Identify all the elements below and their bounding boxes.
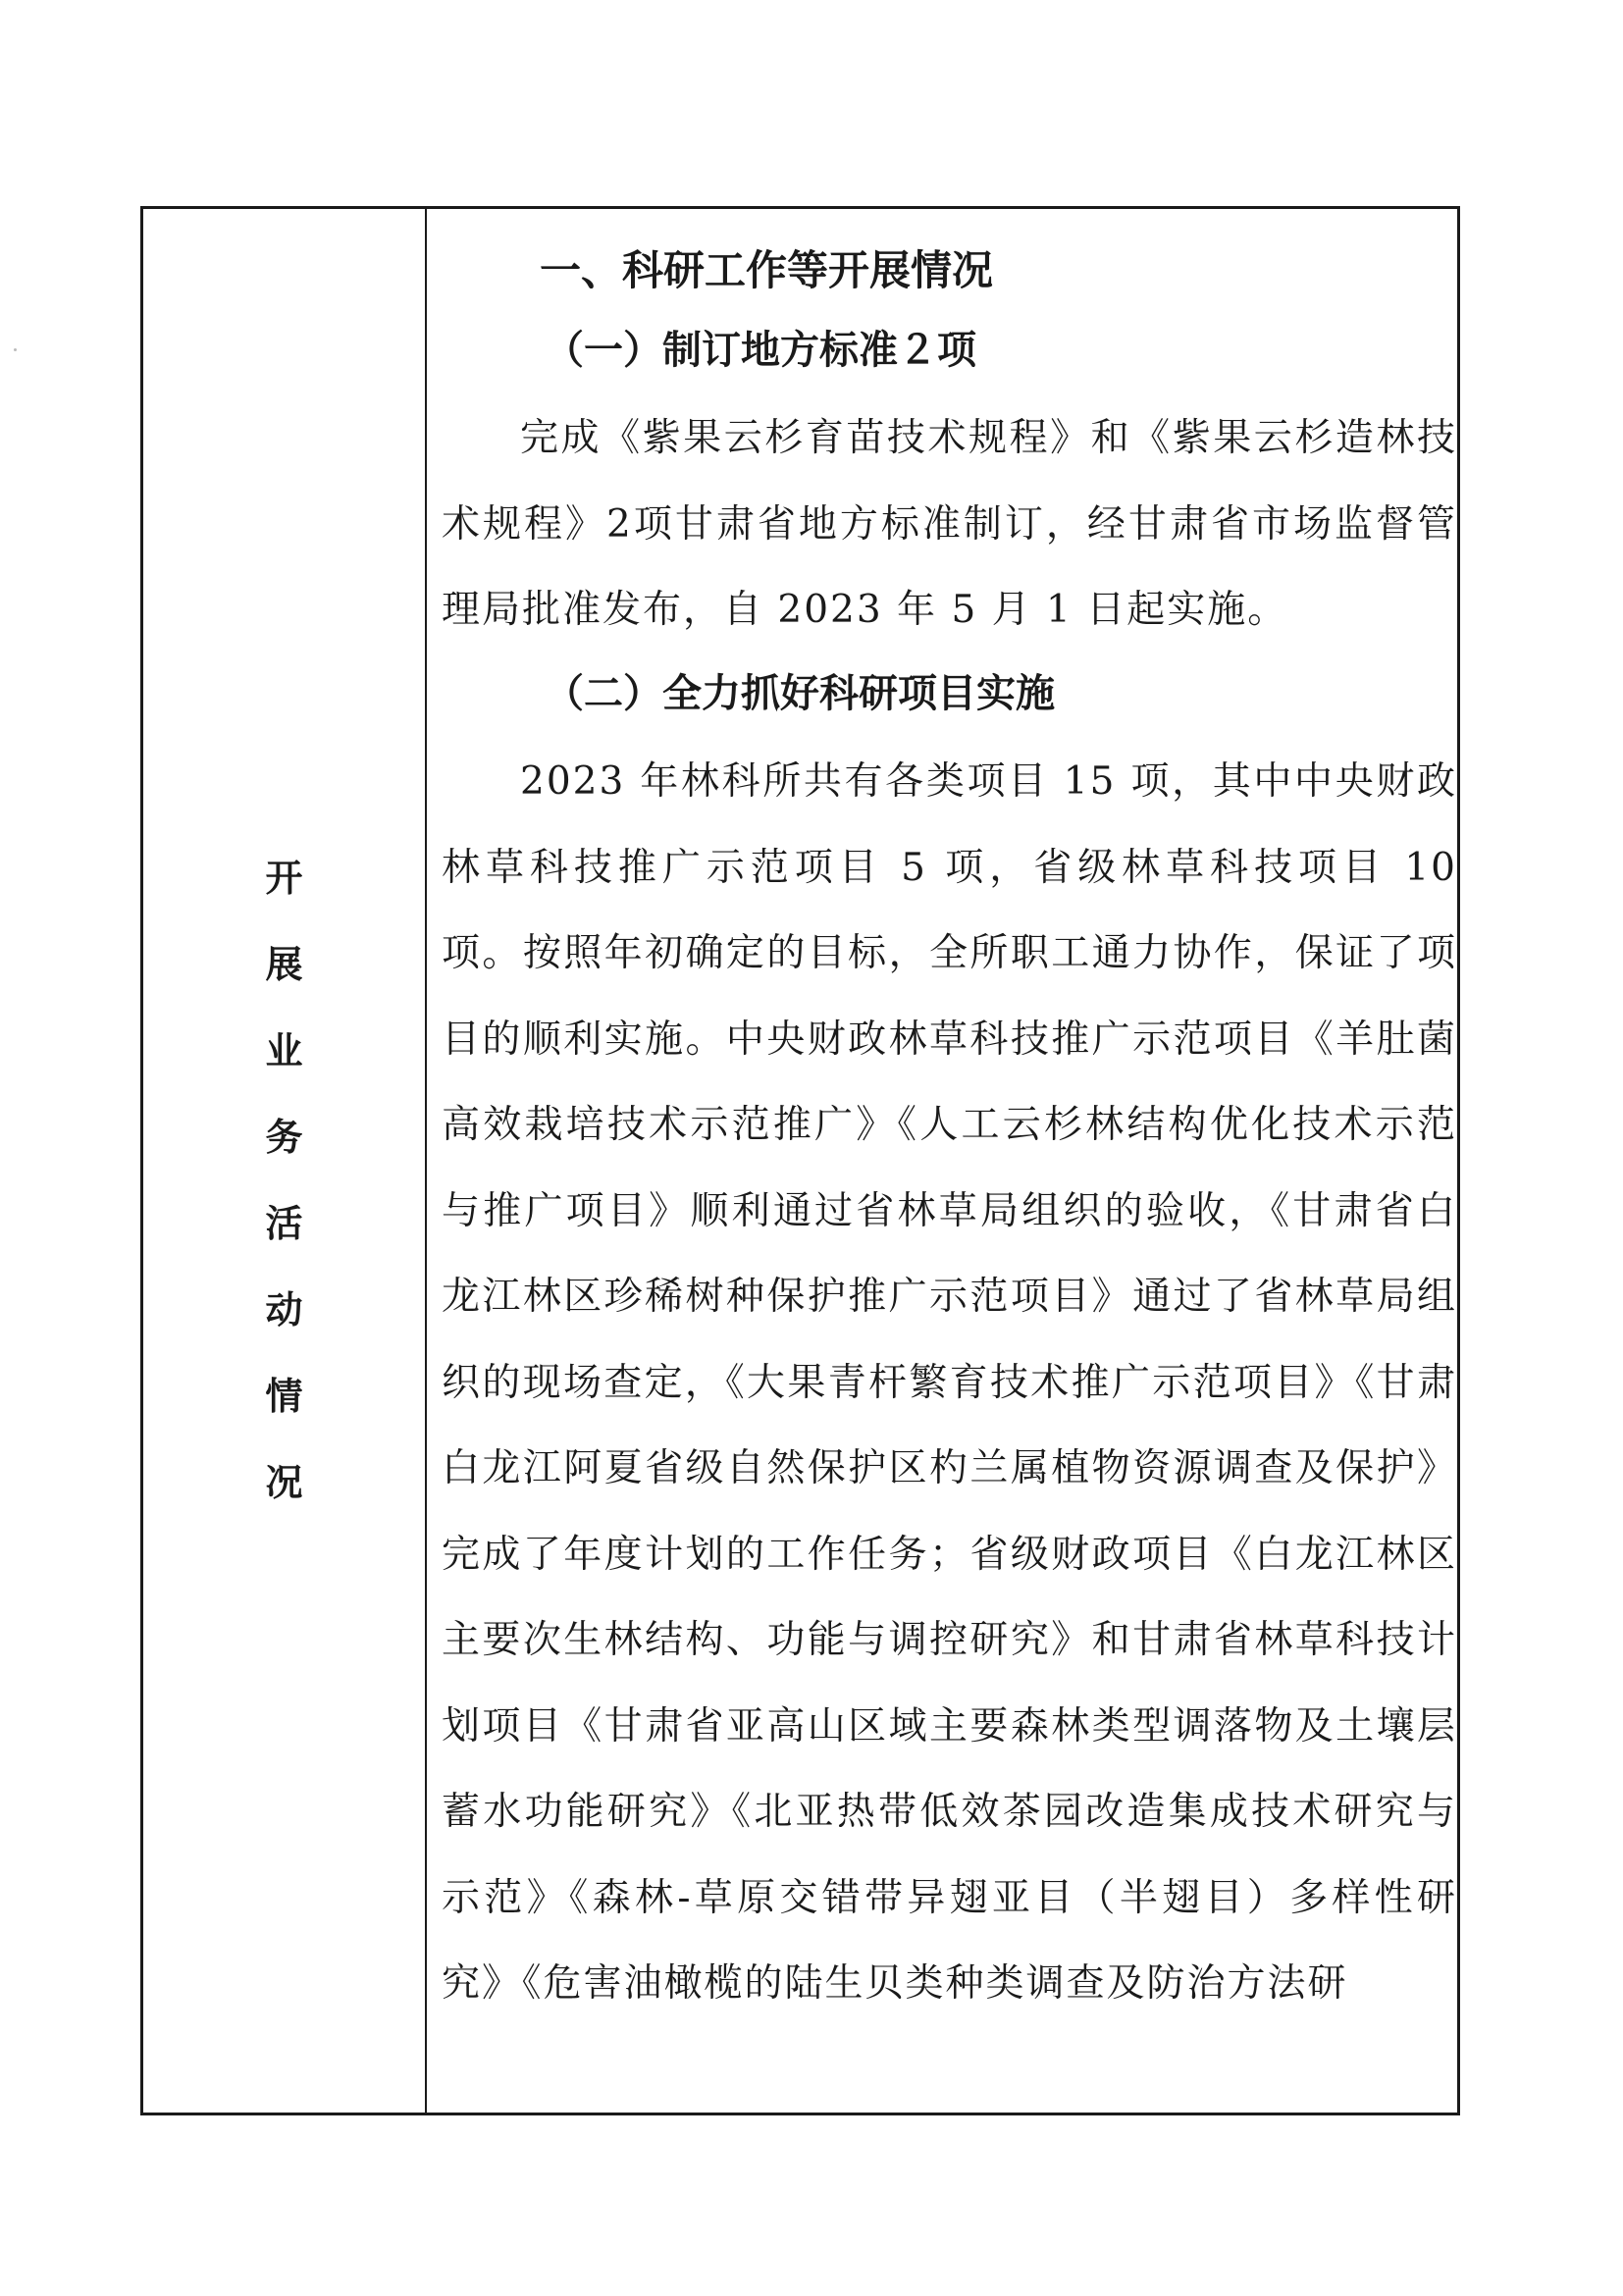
category-label-char: 况 — [265, 1460, 303, 1504]
category-label — [143, 835, 425, 1526]
section-heading: 一、科研工作等开展情况 — [540, 246, 994, 294]
projects-paragraph: 2023 年林科所共有各类项目 15 项，其中中央财政林草科技推广示范项目 5 项，省级林草科技项目 10 项。按照年初确定的目标，全所职工通力协作，保证了项目的顺利实施。中央财政林草科技推广示范项目《羊肚菌高效栽培技术示范推广》《人工云杉林结构优化技术示范与推广项目》顺利通过省林草局组织的验收，《甘肃省白龙江林区珍稀树种保护推广示范项目》通过了省林草局组织的现场查定，《大果青杆繁育技术推广示范项目》《甘肃白龙江阿夏省级自然保护区杓兰属植物资源调查及保护》完成了年度计划的工作任务；省级财政项目《白龙江林区主要次生林结构、功能与调控研究》和甘肃省林草科技计划项目《甘肃省亚高山区域主要森林类型调落物及土壤层蓄水功能研究》《北亚热带低效茶园改造集成技术研究与示范》《森林-草原交错带异翅亚目（半翅目）多样性研究》《危害油橄榄的陆生贝类种类调查及防治方法研 — [442, 759, 1457, 2006]
subsection-title-projects: （二）全力抓好科研项目实施 — [545, 670, 1055, 716]
report-table — [140, 206, 1460, 2115]
category-label-char: 展 — [265, 942, 303, 986]
category-label-char: 务 — [265, 1115, 303, 1159]
subsection-title-standards: （一）制订地方标准２项 — [545, 327, 976, 373]
category-label-char: 情 — [265, 1374, 303, 1418]
category-label-column — [143, 209, 425, 2113]
standards-paragraph: 完成《紫果云杉育苗技术规程》和《紫果云杉造林技术规程》2项甘肃省地方标准制订，经甘肃省市场监督管理局批准发布，自 2023 年 5 月 1 日起实施。 — [442, 416, 1457, 632]
scan-speck — [14, 348, 17, 351]
category-label-char: 开 — [265, 856, 303, 900]
category-label-char: 活 — [265, 1201, 303, 1245]
column-divider — [425, 209, 427, 2113]
category-label-char: 动 — [265, 1287, 303, 1331]
category-label-char: 业 — [265, 1028, 303, 1072]
